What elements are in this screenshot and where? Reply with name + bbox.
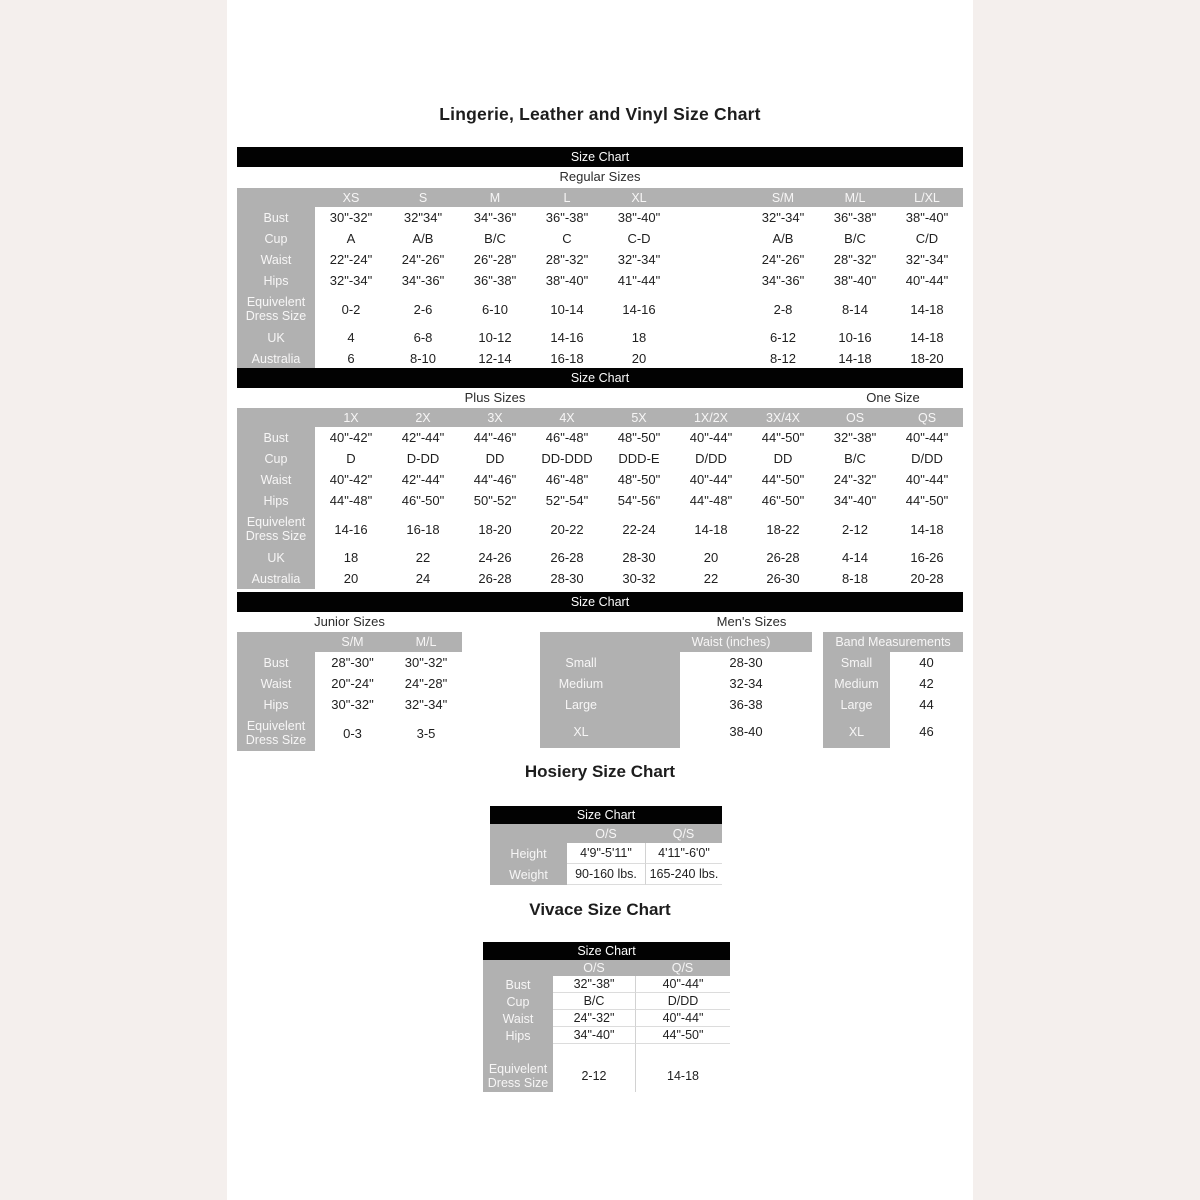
cell-value: 8-10	[409, 351, 437, 366]
cell-value: 32"-38"	[833, 430, 877, 445]
hosiery-table	[490, 806, 722, 885]
table-row	[237, 715, 462, 751]
table-row	[540, 673, 963, 694]
row-gap	[812, 694, 823, 715]
cell-value: 32"-34"	[905, 252, 949, 267]
cell-value: 40"-42"	[329, 472, 373, 487]
table-row	[237, 249, 963, 270]
cell-value: 46"-48"	[545, 472, 589, 487]
cell-value: A	[346, 231, 356, 246]
waist-value: 28-30	[729, 655, 763, 670]
band-size-label: Medium	[823, 673, 890, 694]
cell-value: 40"-44"	[635, 976, 730, 993]
table-row	[483, 976, 730, 993]
column-header: 3X/4X	[747, 408, 819, 427]
header-row	[540, 632, 963, 652]
cell-value: 2-12	[841, 521, 869, 537]
column-header: M/L	[390, 632, 462, 652]
table-row	[237, 673, 462, 694]
waist-inches-header: Waist (inches)	[680, 632, 812, 652]
band-size-label: Small	[823, 652, 890, 673]
cell-value: 6-12	[769, 330, 797, 345]
cell-value: 26-30	[766, 571, 800, 586]
row-label: Australia	[237, 568, 315, 589]
cell-value: 26-28	[550, 550, 584, 565]
size-label: Small	[540, 652, 680, 673]
cell-value: 24"-32"	[553, 1010, 635, 1027]
cell-value: A/B	[772, 231, 794, 246]
cell-value: 6	[347, 351, 355, 366]
band-size-label: XL	[823, 715, 890, 748]
cell-value: 10-12	[478, 330, 512, 345]
cell-value: 8-18	[841, 571, 869, 586]
cell-value: 20	[343, 571, 359, 586]
column-header: O/S	[553, 960, 635, 976]
table-row	[237, 490, 963, 511]
table-row	[483, 1060, 730, 1092]
cell-value: 32"-38"	[553, 976, 635, 993]
column-header: S	[387, 188, 459, 207]
cell-value: 48"-50"	[617, 430, 661, 445]
cell-value: 32"-34"	[404, 697, 448, 712]
row-label: UK	[237, 547, 315, 568]
cell-value: 24	[415, 571, 431, 586]
table-row	[483, 993, 730, 1010]
row-label: Cup	[483, 993, 553, 1010]
cell-value: 20	[631, 351, 647, 366]
column-header: 5X	[603, 408, 675, 427]
cell-value: 34"-36"	[473, 210, 517, 225]
cell-value: 28-30	[622, 550, 656, 565]
cell-value	[635, 1044, 730, 1060]
cell-value: 40"-44"	[635, 1010, 730, 1027]
cell-value: 40"-44"	[905, 472, 949, 487]
table-row	[540, 715, 963, 748]
corner-cell	[237, 632, 315, 652]
cell-value: 30"-32"	[331, 697, 374, 712]
cell-value: D/DD	[695, 451, 727, 466]
cell-value	[675, 228, 747, 249]
cell-value: 14-18	[910, 330, 944, 345]
cell-value: 14-18	[694, 521, 728, 537]
table-row	[490, 864, 722, 885]
band-value: 40	[919, 655, 934, 670]
table-row	[237, 547, 963, 568]
cell-value: B/C	[844, 451, 866, 466]
column-header: O/S	[567, 824, 645, 843]
cell-value: 38"-40"	[617, 210, 661, 225]
cell-value: 34"-36"	[401, 273, 445, 288]
cell-value: 40"-44"	[905, 430, 949, 445]
cell-value: 32"34"	[403, 210, 443, 225]
cell-value: 42"-44"	[401, 472, 445, 487]
row-label: Hips	[237, 694, 315, 715]
column-header: Q/S	[635, 960, 730, 976]
cell-value: 34"-36"	[761, 273, 805, 288]
cell-value: 22"-24"	[329, 252, 373, 267]
row-label: Hips	[237, 490, 315, 511]
row-label: Weight	[490, 864, 567, 885]
cell-value: 40"-42"	[329, 430, 373, 445]
cell-value	[553, 1044, 635, 1060]
cell-value: 14-16	[622, 301, 656, 317]
header-gap	[812, 632, 823, 652]
cell-value: 30"-32"	[404, 655, 448, 670]
row-gap	[812, 715, 823, 748]
cell-value: 44"-50"	[635, 1027, 730, 1044]
hosiery-title: Hosiery Size Chart	[524, 762, 676, 781]
column-header: 4X	[531, 408, 603, 427]
cell-value: 165-240 lbs.	[645, 864, 722, 885]
cell-value: 22-24	[622, 521, 656, 537]
table-row	[540, 694, 963, 715]
cell-value: DDD-E	[618, 451, 660, 466]
cell-value: 14-16	[550, 330, 584, 345]
cell-value: 12-14	[478, 351, 512, 366]
cell-value: 4'11"-6'0"	[645, 843, 722, 864]
row-label: Hips	[483, 1027, 553, 1044]
cell-value	[675, 348, 747, 369]
cell-value: DD	[773, 451, 793, 466]
cell-value: D	[346, 451, 356, 466]
cell-value: 16-18	[406, 521, 440, 537]
size-chart-document	[227, 0, 973, 1200]
cell-value: 10-16	[838, 330, 872, 345]
row-label: Cup	[237, 228, 315, 249]
cell-value: 2-12	[581, 1069, 607, 1083]
vivace-title: Vivace Size Chart	[529, 900, 671, 919]
cell-value: 24"-28"	[404, 676, 448, 691]
vivace-table	[483, 942, 730, 1092]
hosiery-size-chart-bar: Size Chart	[490, 806, 722, 824]
column-header: OS	[819, 408, 891, 427]
table-row	[483, 1010, 730, 1027]
cell-value: 8-14	[841, 301, 869, 317]
cell-value: 46"-48"	[545, 430, 589, 445]
row-label: Height	[490, 843, 567, 864]
cell-value: 6-8	[413, 330, 433, 345]
band-value: 42	[919, 676, 934, 691]
cell-value	[675, 291, 747, 327]
column-header: L	[531, 188, 603, 207]
cell-value: 2-6	[413, 301, 433, 317]
cell-value: C-D	[627, 231, 651, 246]
band-size-label: Large	[823, 694, 890, 715]
waist-value: 38-40	[729, 724, 763, 739]
header-row	[237, 632, 462, 652]
cell-value: 44"-46"	[473, 472, 517, 487]
waist-value: 36-38	[729, 697, 763, 712]
cell-value: A/B	[412, 231, 434, 246]
cell-value: 38"-40"	[545, 273, 589, 288]
band-measurements-header: Band Measurements	[823, 632, 963, 652]
cell-value: 20	[703, 550, 719, 565]
vivace-size-chart-bar: Size Chart	[483, 942, 730, 960]
regular-sizes-label: Regular Sizes	[559, 169, 641, 184]
cell-value: 26-28	[766, 550, 800, 565]
column-header: Q/S	[645, 824, 722, 843]
table-row	[237, 694, 462, 715]
row-label: Equivelent Dress Size	[237, 511, 315, 547]
column-header: XS	[315, 188, 387, 207]
cell-value: 10-14	[550, 301, 584, 317]
row-label: Australia	[237, 348, 315, 369]
cell-value: 38"-40"	[905, 210, 949, 225]
column-header: QS	[891, 408, 963, 427]
waist-value: 32-34	[729, 676, 763, 691]
cell-value: DD	[485, 451, 505, 466]
cell-value: 34"-40"	[833, 493, 877, 508]
cell-value: C	[562, 231, 572, 246]
cell-value: 54"-56"	[617, 493, 661, 508]
row-gap	[812, 652, 823, 673]
cell-value: 28-30	[550, 571, 584, 586]
corner-cell	[483, 960, 553, 976]
cell-value: 18	[631, 330, 647, 345]
cell-value: 14-16	[334, 521, 368, 537]
row-label: Equivelent Dress Size	[483, 1060, 553, 1092]
one-size-label: One Size	[866, 390, 920, 405]
cell-value: 48"-50"	[617, 472, 661, 487]
row-label: Waist	[483, 1010, 553, 1027]
table-row	[540, 652, 963, 673]
cell-value: 41"-44"	[617, 273, 661, 288]
cell-value: 4	[347, 330, 355, 345]
column-header: 1X	[315, 408, 387, 427]
corner-cell	[237, 408, 315, 427]
cell-value: 40"-44"	[689, 430, 733, 445]
header-row	[237, 408, 963, 427]
cell-value: 0-3	[343, 725, 362, 741]
table-row	[237, 348, 963, 369]
size-chart-bar-2: Size Chart	[237, 368, 963, 388]
size-chart-bar-1: Size Chart	[237, 147, 963, 167]
cell-value: 6-10	[481, 301, 509, 317]
cell-value: 32"-34"	[761, 210, 805, 225]
cell-value: 28"-30"	[331, 655, 374, 670]
table-row	[237, 568, 963, 589]
corner-cell	[237, 188, 315, 207]
cell-value: 4-14	[841, 550, 869, 565]
cell-value: 0-2	[341, 301, 361, 317]
cell-value: 28"-32"	[545, 252, 589, 267]
size-label: Large	[540, 694, 680, 715]
column-header: M/L	[819, 188, 891, 207]
row-label: Waist	[237, 673, 315, 694]
cell-value: 16-26	[910, 550, 944, 565]
cell-value: 4'9"-5'11"	[567, 843, 645, 864]
cell-value: D/DD	[911, 451, 943, 466]
cell-value: 90-160 lbs.	[567, 864, 645, 885]
cell-value: 24"-26"	[761, 252, 805, 267]
cell-value: 26"-28"	[473, 252, 517, 267]
cell-value: 18-20	[478, 521, 512, 537]
cell-value: 36"-38"	[473, 273, 517, 288]
row-label: UK	[237, 327, 315, 348]
cell-value: B/C	[484, 231, 506, 246]
cell-value: 18-22	[766, 521, 800, 537]
page-title: Lingerie, Leather and Vinyl Size Chart	[439, 104, 761, 124]
cell-value: 24-26	[478, 550, 512, 565]
cell-value: 16-18	[550, 351, 584, 366]
column-header: S/M	[315, 632, 390, 652]
row-label: Equivelent Dress Size	[237, 715, 315, 751]
cell-value: 42"-44"	[401, 430, 445, 445]
cell-value: B/C	[553, 993, 635, 1010]
plus-sizes-table	[237, 408, 963, 589]
junior-sizes-label: Junior Sizes	[314, 614, 385, 629]
cell-value: 36"-38"	[545, 210, 589, 225]
column-header: 2X	[387, 408, 459, 427]
cell-value	[675, 249, 747, 270]
column-header: M	[459, 188, 531, 207]
table-row	[237, 427, 963, 448]
row-label	[483, 1044, 553, 1060]
size-chart-bar-3: Size Chart	[237, 592, 963, 612]
cell-value: 38"-40"	[833, 273, 877, 288]
table-row	[237, 448, 963, 469]
cell-value: 40"-44"	[905, 273, 949, 288]
table-row	[237, 652, 462, 673]
row-label: Hips	[237, 270, 315, 291]
table-row	[483, 1027, 730, 1044]
column-header: 3X	[459, 408, 531, 427]
cell-value: 20-22	[550, 521, 584, 537]
table-row	[237, 511, 963, 547]
cell-value	[675, 327, 747, 348]
cell-value	[675, 207, 747, 228]
column-header: L/XL	[891, 188, 963, 207]
cell-value: 34"-40"	[553, 1027, 635, 1044]
cell-value: 44"-48"	[689, 493, 733, 508]
cell-value: 44"-50"	[761, 430, 805, 445]
cell-value: 32"-34"	[617, 252, 661, 267]
row-label: Bust	[483, 976, 553, 993]
cell-value: 14-18	[838, 351, 872, 366]
cell-value: 22	[415, 550, 431, 565]
mens-sizes-table	[540, 632, 963, 748]
header-row	[237, 188, 963, 207]
column-header: S/M	[747, 188, 819, 207]
junior-sizes-table	[237, 632, 462, 751]
table-row	[483, 1044, 730, 1060]
cell-value: 30"-32"	[329, 210, 373, 225]
row-label: Waist	[237, 469, 315, 490]
cell-value: 28"-32"	[833, 252, 877, 267]
cell-value: 32"-34"	[329, 273, 373, 288]
cell-value: DD-DDD	[541, 451, 593, 466]
cell-value: B/C	[844, 231, 866, 246]
cell-value: 18	[343, 550, 359, 565]
column-header: XL	[603, 188, 675, 207]
size-label: XL	[540, 715, 680, 748]
cell-value: 46"-50"	[761, 493, 805, 508]
cell-value: D-DD	[406, 451, 440, 466]
corner-cell	[490, 824, 567, 843]
cell-value: 44"-50"	[905, 493, 949, 508]
band-value: 46	[919, 724, 934, 739]
cell-value: 26-28	[478, 571, 512, 586]
cell-value: D/DD	[635, 993, 730, 1010]
column-header: 1X/2X	[675, 408, 747, 427]
table-row	[237, 228, 963, 249]
cell-value: 44"-48"	[329, 493, 373, 508]
row-label: Bust	[237, 207, 315, 228]
cell-value: 20-28	[910, 571, 944, 586]
cell-value: 52"-54"	[545, 493, 589, 508]
cell-value: 18-20	[910, 351, 944, 366]
size-label: Medium	[540, 673, 680, 694]
cell-value: 44"-50"	[761, 472, 805, 487]
cell-value: 20"-24"	[331, 676, 374, 691]
corner-cell	[540, 632, 680, 652]
cell-value: 14-18	[910, 301, 944, 317]
chart-sheet	[237, 0, 963, 1200]
cell-value: 14-18	[910, 521, 944, 537]
cell-value: 8-12	[769, 351, 797, 366]
table-row	[237, 327, 963, 348]
mens-sizes-label: Men's Sizes	[716, 614, 787, 629]
table-row	[490, 843, 722, 864]
row-label: Bust	[237, 652, 315, 673]
row-label: Equivelent Dress Size	[237, 291, 315, 327]
table-row	[237, 469, 963, 490]
cell-value: 14-18	[635, 1060, 730, 1092]
row-label: Waist	[237, 249, 315, 270]
cell-value: 24"-26"	[401, 252, 445, 267]
cell-value: 2-8	[773, 301, 793, 317]
cell-value: 3-5	[416, 725, 436, 741]
row-label: Bust	[237, 427, 315, 448]
row-label: Cup	[237, 448, 315, 469]
header-row	[490, 824, 722, 843]
table-row	[237, 270, 963, 291]
cell-value: 40"-44"	[689, 472, 733, 487]
table-row	[237, 207, 963, 228]
cell-value: 36"-38"	[833, 210, 877, 225]
cell-value: 46"-50"	[401, 493, 445, 508]
cell-value: 22	[703, 571, 719, 586]
column-header	[675, 188, 747, 207]
band-value: 44	[919, 697, 934, 712]
table-row	[237, 291, 963, 327]
regular-sizes-table	[237, 188, 963, 369]
plus-sizes-label: Plus Sizes	[464, 390, 526, 405]
cell-value: 24"-32"	[833, 472, 877, 487]
cell-value: 30-32	[622, 571, 656, 586]
header-row	[483, 960, 730, 976]
cell-value: 50"-52"	[473, 493, 517, 508]
cell-value: 44"-46"	[473, 430, 517, 445]
row-gap	[812, 673, 823, 694]
cell-value	[675, 270, 747, 291]
cell-value: C/D	[915, 231, 939, 246]
